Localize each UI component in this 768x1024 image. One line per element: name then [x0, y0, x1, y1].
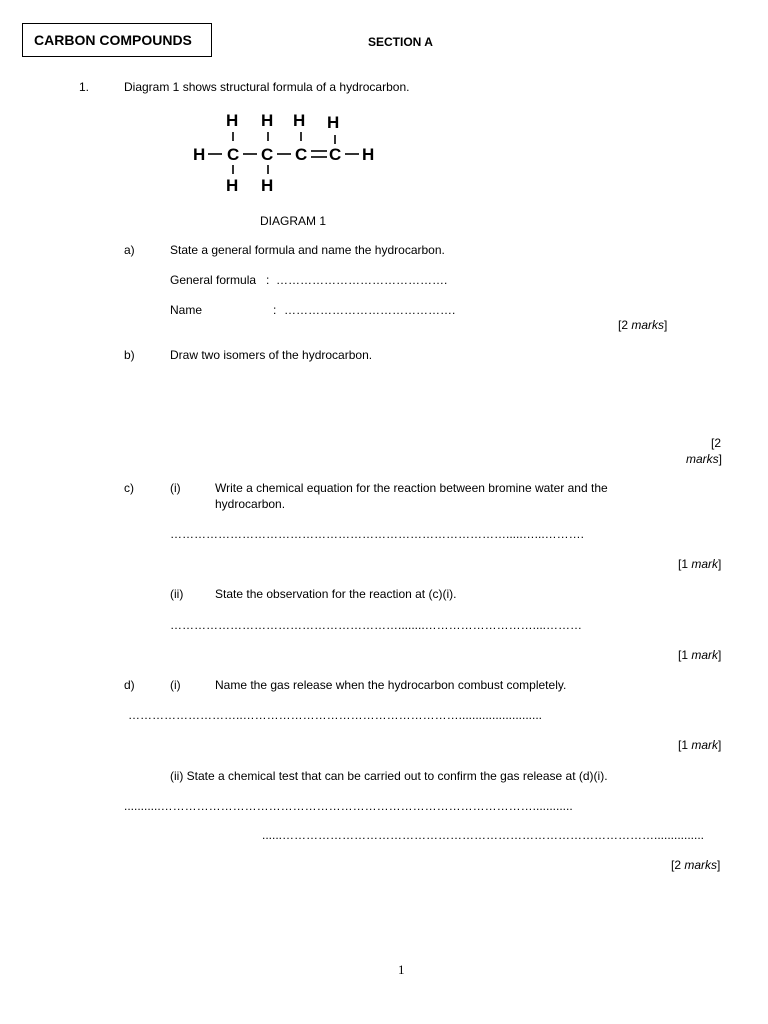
part-label: d): [124, 678, 135, 692]
name-label: Name: [170, 303, 203, 317]
atom-c: C: [227, 145, 240, 164]
question-intro: Diagram 1 shows structural formula of a hydrocarbon.: [124, 80, 410, 94]
part-label: a): [124, 243, 135, 257]
answer-line[interactable]: …………………………………….: [276, 273, 448, 287]
marks-label: [2: [711, 436, 722, 450]
part-c-i-text-cont: hydrocarbon.: [215, 497, 286, 511]
subpart-label: (ii): [170, 587, 184, 601]
answer-line[interactable]: …………………………………………………........………………………....………: [170, 618, 583, 632]
marks-label: [2 marks]: [618, 318, 668, 332]
colon: :: [266, 273, 270, 287]
atom-h: H: [226, 111, 239, 130]
page-title: CARBON COMPOUNDS: [22, 23, 212, 57]
page-number: 1: [398, 962, 405, 977]
answer-line[interactable]: ………………………………………………………………………….....…...……….: [170, 527, 585, 541]
subpart-label: (i): [170, 678, 181, 692]
answer-line[interactable]: ......…………………………………………………………………………………...............: [262, 828, 705, 842]
diagram-caption: DIAGRAM 1: [260, 214, 327, 228]
section-heading: SECTION A: [368, 35, 433, 49]
colon: :: [273, 303, 277, 317]
marks-label: marks]: [686, 452, 723, 466]
part-label: c): [124, 481, 134, 495]
atom-c: C: [261, 145, 274, 164]
part-c-i-text: Write a chemical equation for the reaction between bromine water and the: [215, 481, 608, 495]
atom-h: H: [261, 111, 274, 130]
atom-h: H: [261, 176, 274, 195]
marks-label: [2 marks]: [671, 858, 721, 872]
atom-h: H: [362, 145, 375, 164]
atom-c: C: [295, 145, 308, 164]
part-label: b): [124, 348, 135, 362]
marks-label: [1 mark]: [678, 738, 722, 752]
part-b-text: Draw two isomers of the hydrocarbon.: [170, 348, 373, 362]
atom-c: C: [329, 145, 342, 164]
atom-h: H: [327, 113, 340, 132]
part-d-ii-text: (ii) State a chemical test that can be carried out to confirm the gas release at (d)(i).: [170, 769, 608, 783]
answer-line[interactable]: …………………………………….: [284, 303, 456, 317]
question-number: 1.: [79, 80, 90, 94]
marks-label: [1 mark]: [678, 557, 722, 571]
answer-line[interactable]: ………………………..……………………………………………….........................: [128, 708, 543, 722]
part-c-ii-text: State the observation for the reaction at (c)(i).: [215, 587, 457, 601]
atom-h: H: [293, 111, 306, 130]
marks-label: [1 mark]: [678, 648, 722, 662]
answer-line[interactable]: ...........…………………………………………………………………………………............: [124, 799, 573, 813]
part-d-i-text: Name the gas release when the hydrocarbon combust completely.: [215, 678, 567, 692]
subpart-label: (i): [170, 481, 181, 495]
part-a-text: State a general formula and name the hydrocarbon.: [170, 243, 445, 257]
structural-formula-diagram: [188, 108, 388, 198]
general-formula-label: General formula: [170, 273, 257, 287]
atom-h: H: [193, 145, 206, 164]
atom-h: H: [226, 176, 239, 195]
